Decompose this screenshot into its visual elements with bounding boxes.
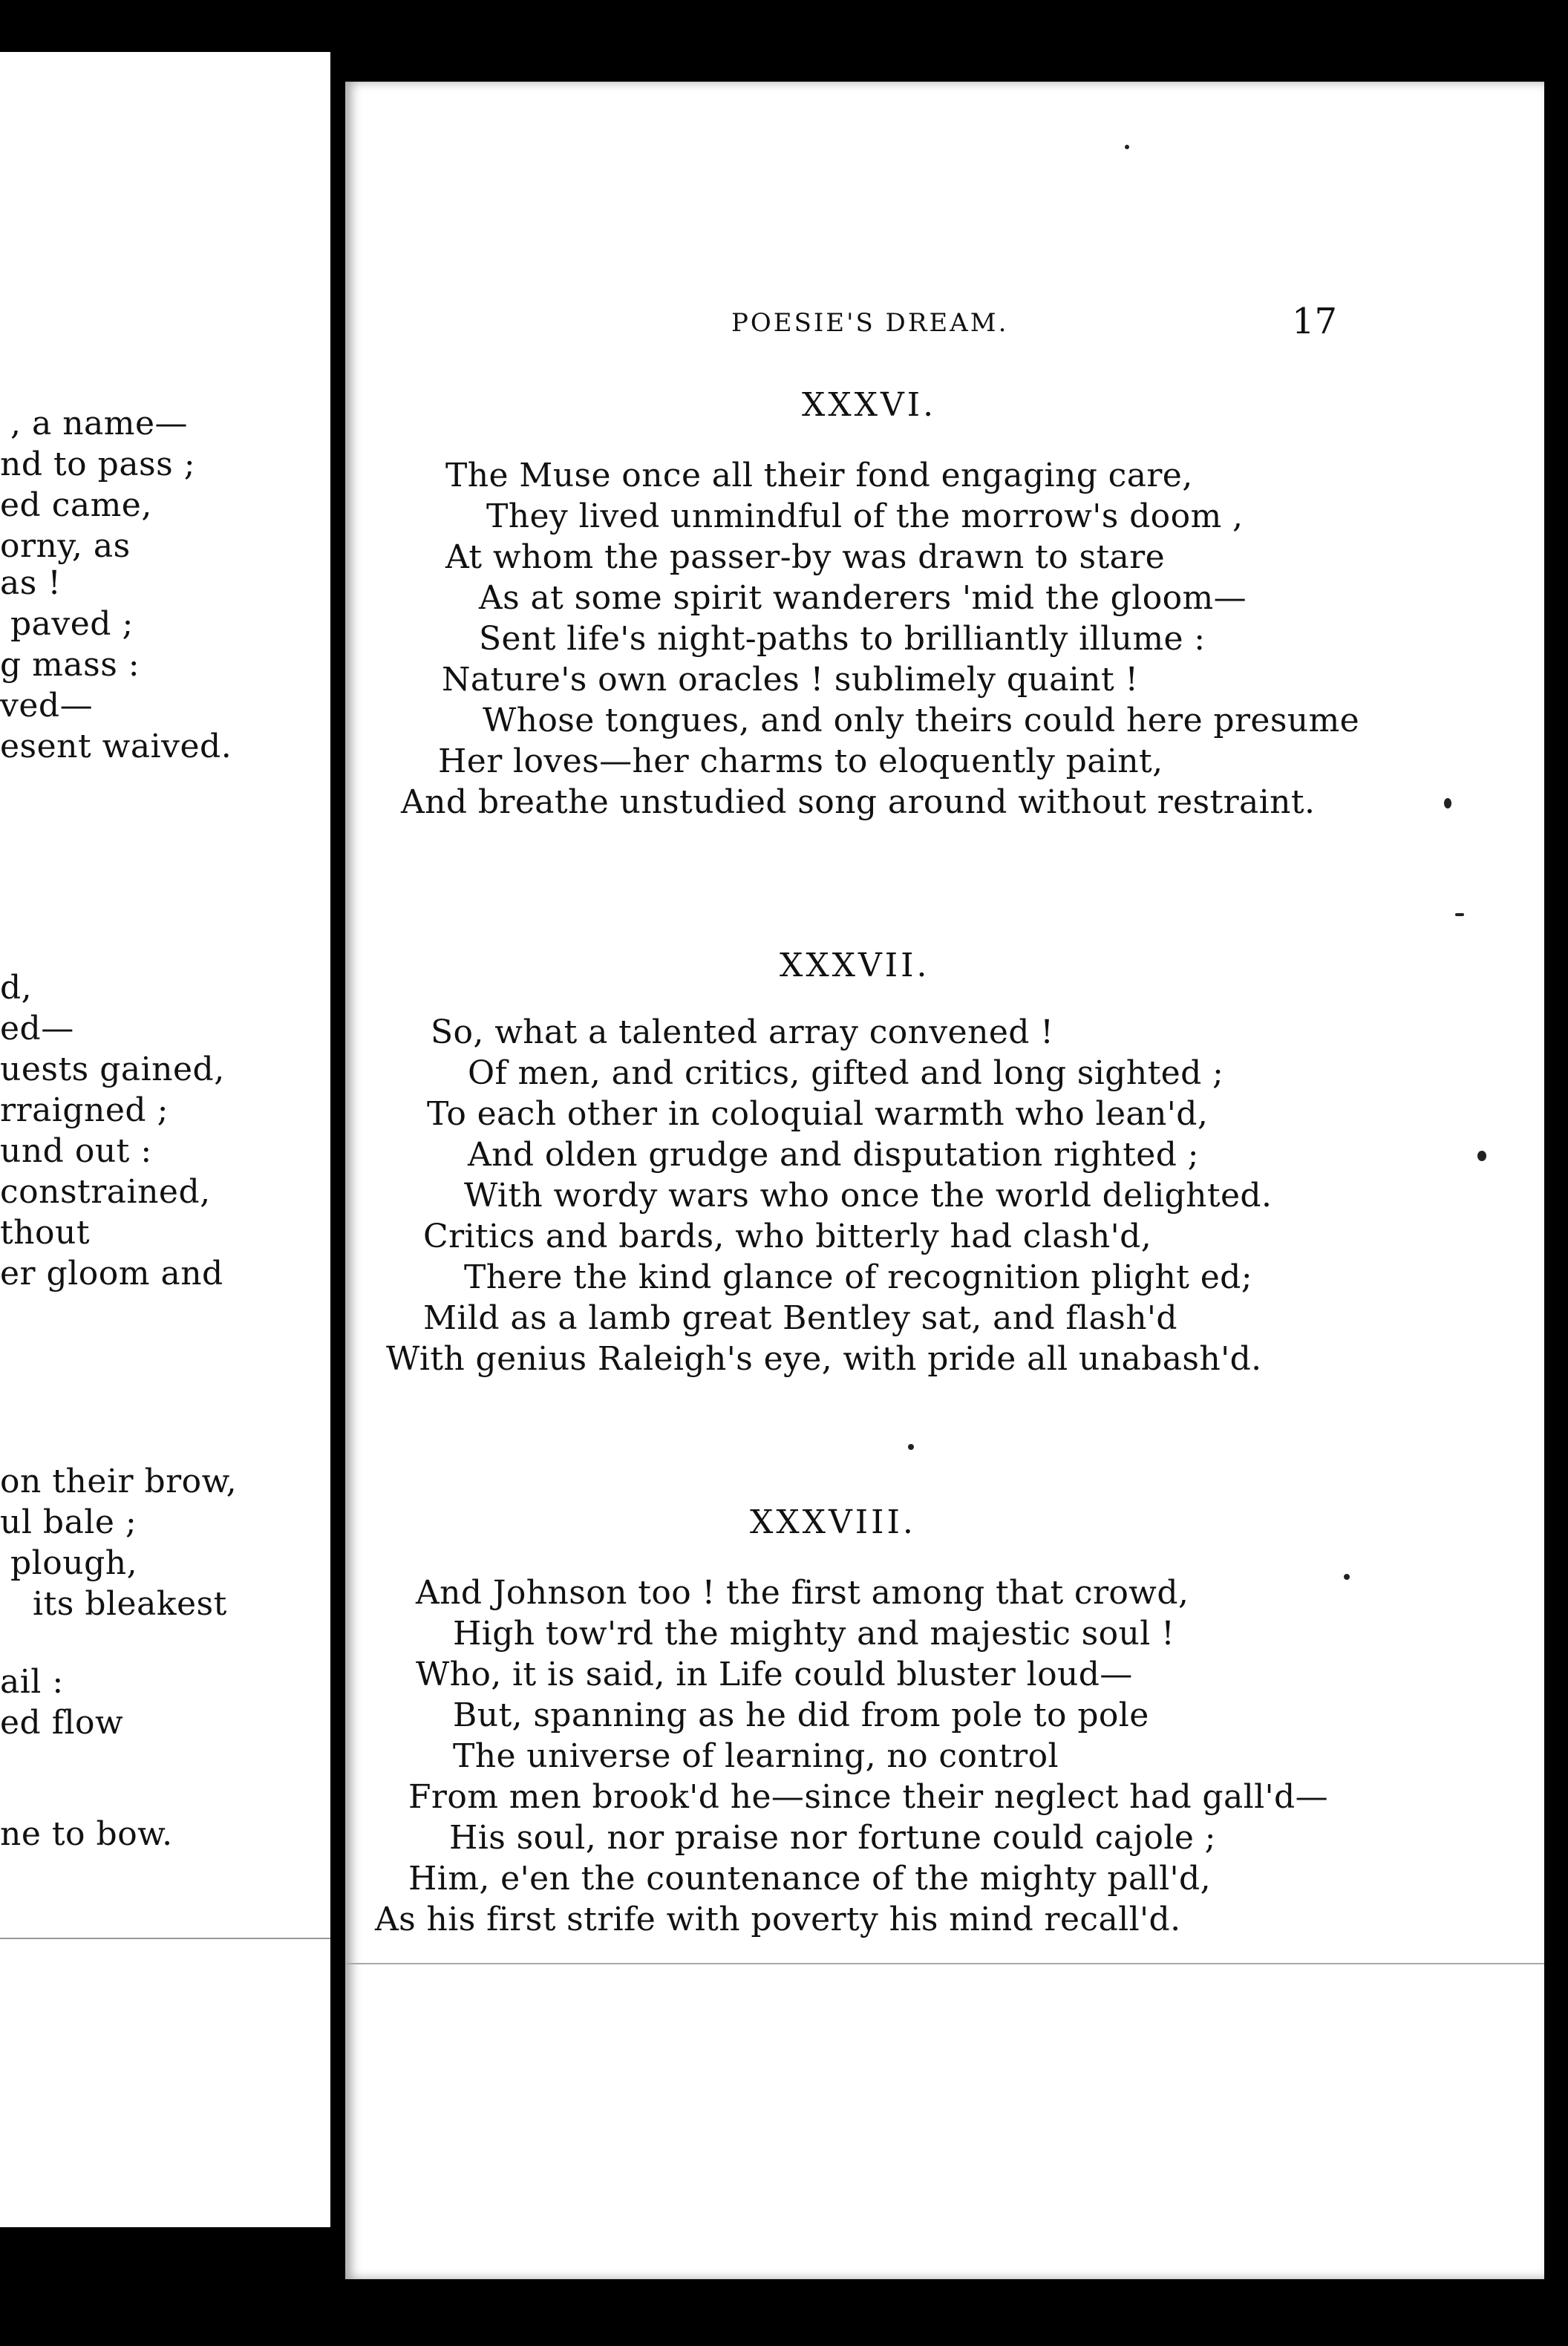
verse-line: Whose tongues, and only theirs could here presume <box>483 702 1360 739</box>
verse-line: And olden grudge and disputation righted ; <box>468 1136 1199 1174</box>
verse-line: As his first strife with poverty his mind recall'd. <box>375 1901 1181 1938</box>
verse-line: Nature's own oracles ! sublimely quaint ! <box>442 661 1139 699</box>
verse-line: Him, e'en the countenance of the mighty pall'd, <box>408 1860 1212 1898</box>
page-edge-line <box>345 1963 1544 1964</box>
left-line: constrained, <box>0 1173 211 1211</box>
running-head: POESIE'S DREAM. <box>731 308 1009 338</box>
verse-line: They lived unmindful of the morrow's doom , <box>486 497 1244 535</box>
left-line: orny, as <box>0 527 131 565</box>
verse-line: But, spanning as he did from pole to pole <box>453 1696 1149 1734</box>
ink-speck <box>1125 145 1129 149</box>
left-line: as ! <box>0 564 62 602</box>
ink-speck <box>1455 913 1464 916</box>
left-line: rraigned ; <box>0 1091 169 1129</box>
verse-line: Of men, and critics, gifted and long sighted ; <box>468 1054 1224 1092</box>
stanza-number: XXXVI. <box>802 386 937 424</box>
left-line: nd to pass ; <box>0 445 196 483</box>
verse-line: As at some spirit wanderers 'mid the gloom— <box>479 579 1247 617</box>
left-line: ed flow <box>0 1704 124 1742</box>
verse-line: To each other in coloquial warmth who lean'd, <box>427 1095 1209 1133</box>
verse-line: So, what a talented array convened ! <box>431 1013 1054 1051</box>
left-line: paved ; <box>10 605 134 643</box>
stanza-number: XXXVII. <box>780 947 930 984</box>
verse-line: His soul, nor praise nor fortune could cajole ; <box>449 1819 1216 1857</box>
left-line: , a name— <box>10 405 189 442</box>
verse-line: The Muse once all their fond engaging care, <box>445 457 1193 494</box>
verse-line: With wordy wars who once the world delighted. <box>464 1177 1273 1215</box>
left-line: ed— <box>0 1010 74 1048</box>
left-line: thout <box>0 1214 91 1252</box>
page-edge-line <box>0 1938 330 1939</box>
left-line: ed came, <box>0 486 152 524</box>
stanza-number: XXXVIII. <box>750 1503 916 1541</box>
ink-speck <box>1477 1151 1486 1161</box>
ink-speck <box>1344 1574 1350 1580</box>
left-line: plough, <box>10 1544 138 1582</box>
left-line: g mass : <box>0 646 140 684</box>
verse-line: With genius Raleigh's eye, with pride all unabash'd. <box>386 1340 1262 1378</box>
verse-line: Critics and bards, who bitterly had clash'd, <box>423 1218 1152 1255</box>
left-line: its bleakest <box>33 1585 227 1623</box>
page-number: 17 <box>1292 301 1338 342</box>
left-line: uests gained, <box>0 1051 225 1088</box>
left-line: ved— <box>0 687 94 725</box>
left-line: esent waived. <box>0 728 232 765</box>
verse-line: And breathe unstudied song around without restraint. <box>401 783 1316 821</box>
left-line: ne to bow. <box>0 1815 173 1853</box>
ink-speck <box>908 1444 914 1450</box>
left-line: d, <box>0 969 33 1007</box>
left-line: on their brow, <box>0 1463 238 1500</box>
verse-line: At whom the passer-by was drawn to stare <box>445 538 1166 576</box>
verse-line: And Johnson too ! the first among that crowd, <box>416 1574 1189 1612</box>
verse-line: Who, it is said, in Life could bluster loud— <box>416 1656 1133 1693</box>
verse-line: Her loves—her charms to eloquently paint, <box>438 742 1163 780</box>
left-line: er gloom and <box>0 1255 223 1293</box>
ink-speck <box>1444 798 1451 808</box>
left-page <box>0 52 330 2227</box>
verse-line: High tow'rd the mighty and majestic soul ! <box>453 1615 1175 1653</box>
verse-line: There the kind glance of recognition plight ed; <box>464 1258 1252 1296</box>
book-gutter <box>330 0 345 2346</box>
left-line: ail : <box>0 1663 64 1701</box>
verse-line: Sent life's night-paths to brilliantly illume : <box>479 620 1206 658</box>
verse-line: From men brook'd he—since their neglect had gall'd— <box>408 1778 1329 1816</box>
left-line: und out : <box>0 1132 152 1170</box>
right-page <box>345 82 1544 2279</box>
left-line: ul bale ; <box>0 1503 137 1541</box>
verse-line: The universe of learning, no control <box>453 1737 1059 1775</box>
verse-line: Mild as a lamb great Bentley sat, and flash'd <box>423 1299 1177 1337</box>
